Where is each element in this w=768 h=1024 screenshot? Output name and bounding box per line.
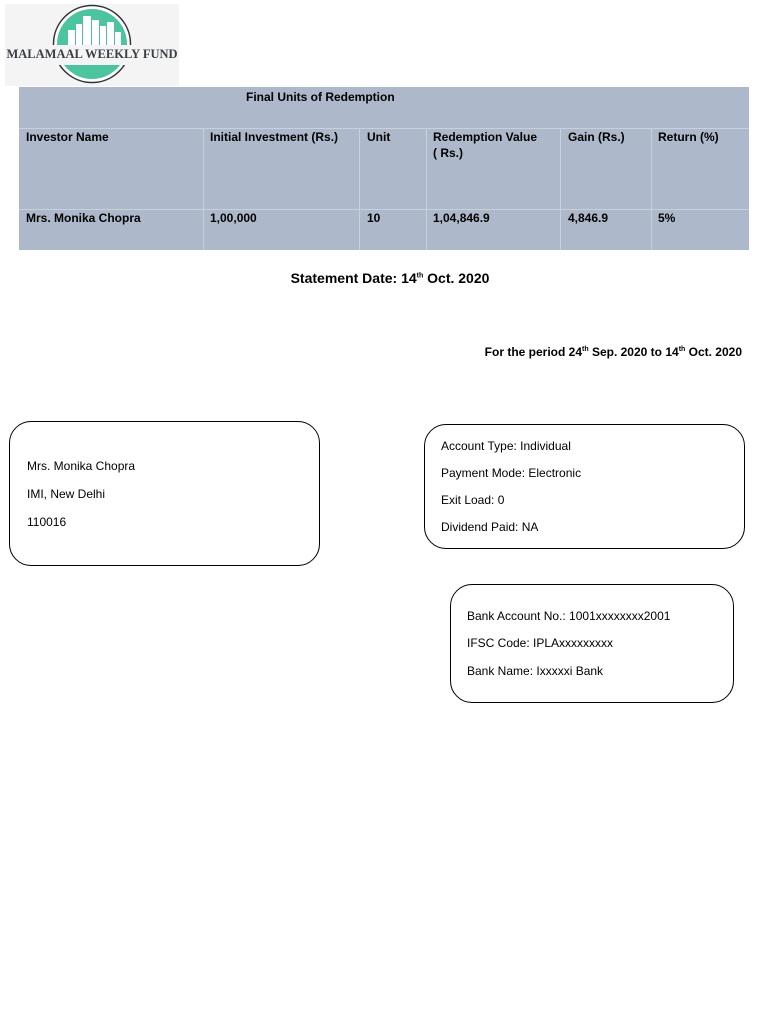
column-divider	[203, 128, 204, 250]
fund-name: MALAMAAL WEEKLY FUND	[6, 47, 178, 61]
bank-name: Bank Name: Ixxxxxi Bank	[467, 664, 604, 678]
cell-investor-name: Mrs. Monika Chopra	[26, 211, 141, 225]
header-return: Return (%)	[658, 130, 719, 144]
header-investor-name: Investor Name	[26, 130, 109, 144]
column-divider	[426, 128, 427, 250]
header-gain: Gain (Rs.)	[568, 130, 625, 144]
header-redemption-value: Redemption Value ( Rs.)	[433, 130, 538, 160]
column-divider	[651, 128, 652, 250]
cell-gain: 4,846.9	[568, 211, 609, 225]
bank-box	[450, 584, 734, 703]
table-caption: Final Units of Redemption	[246, 90, 395, 104]
account-box	[424, 424, 745, 549]
dividend-paid: Dividend Paid: NA	[441, 520, 539, 534]
statement-date: Statement Date: 14th Oct. 2020	[290, 270, 490, 286]
account-type: Account Type: Individual	[441, 439, 571, 453]
address-city: IMI, New Delhi	[27, 487, 106, 501]
payment-mode: Payment Mode: Electronic	[441, 466, 582, 480]
cell-initial-investment: 1,00,000	[210, 211, 257, 225]
cell-redemption-value: 1,04,846.9	[433, 211, 490, 225]
ifsc-code: IFSC Code: IPLAxxxxxxxxx	[467, 636, 614, 650]
exit-load: Exit Load: 0	[441, 493, 505, 507]
header-initial-investment: Initial Investment (Rs.)	[210, 130, 339, 144]
column-divider	[359, 128, 360, 250]
fund-logo	[5, 4, 179, 86]
redemption-table	[19, 87, 749, 250]
statement-period: For the period 24th Sep. 2020 to 14th Oct. 2020	[484, 345, 742, 359]
bank-account-number: Bank Account No.: 1001xxxxxxxx2001	[467, 609, 671, 623]
address-box	[9, 421, 320, 566]
header-unit: Unit	[367, 130, 391, 144]
column-divider	[560, 128, 561, 250]
cell-return: 5%	[658, 211, 676, 225]
address-pin: 110016	[27, 515, 67, 529]
investor-name: Mrs. Monika Chopra	[27, 459, 136, 473]
logo-emblem	[5, 4, 179, 86]
cell-unit: 10	[367, 211, 381, 225]
